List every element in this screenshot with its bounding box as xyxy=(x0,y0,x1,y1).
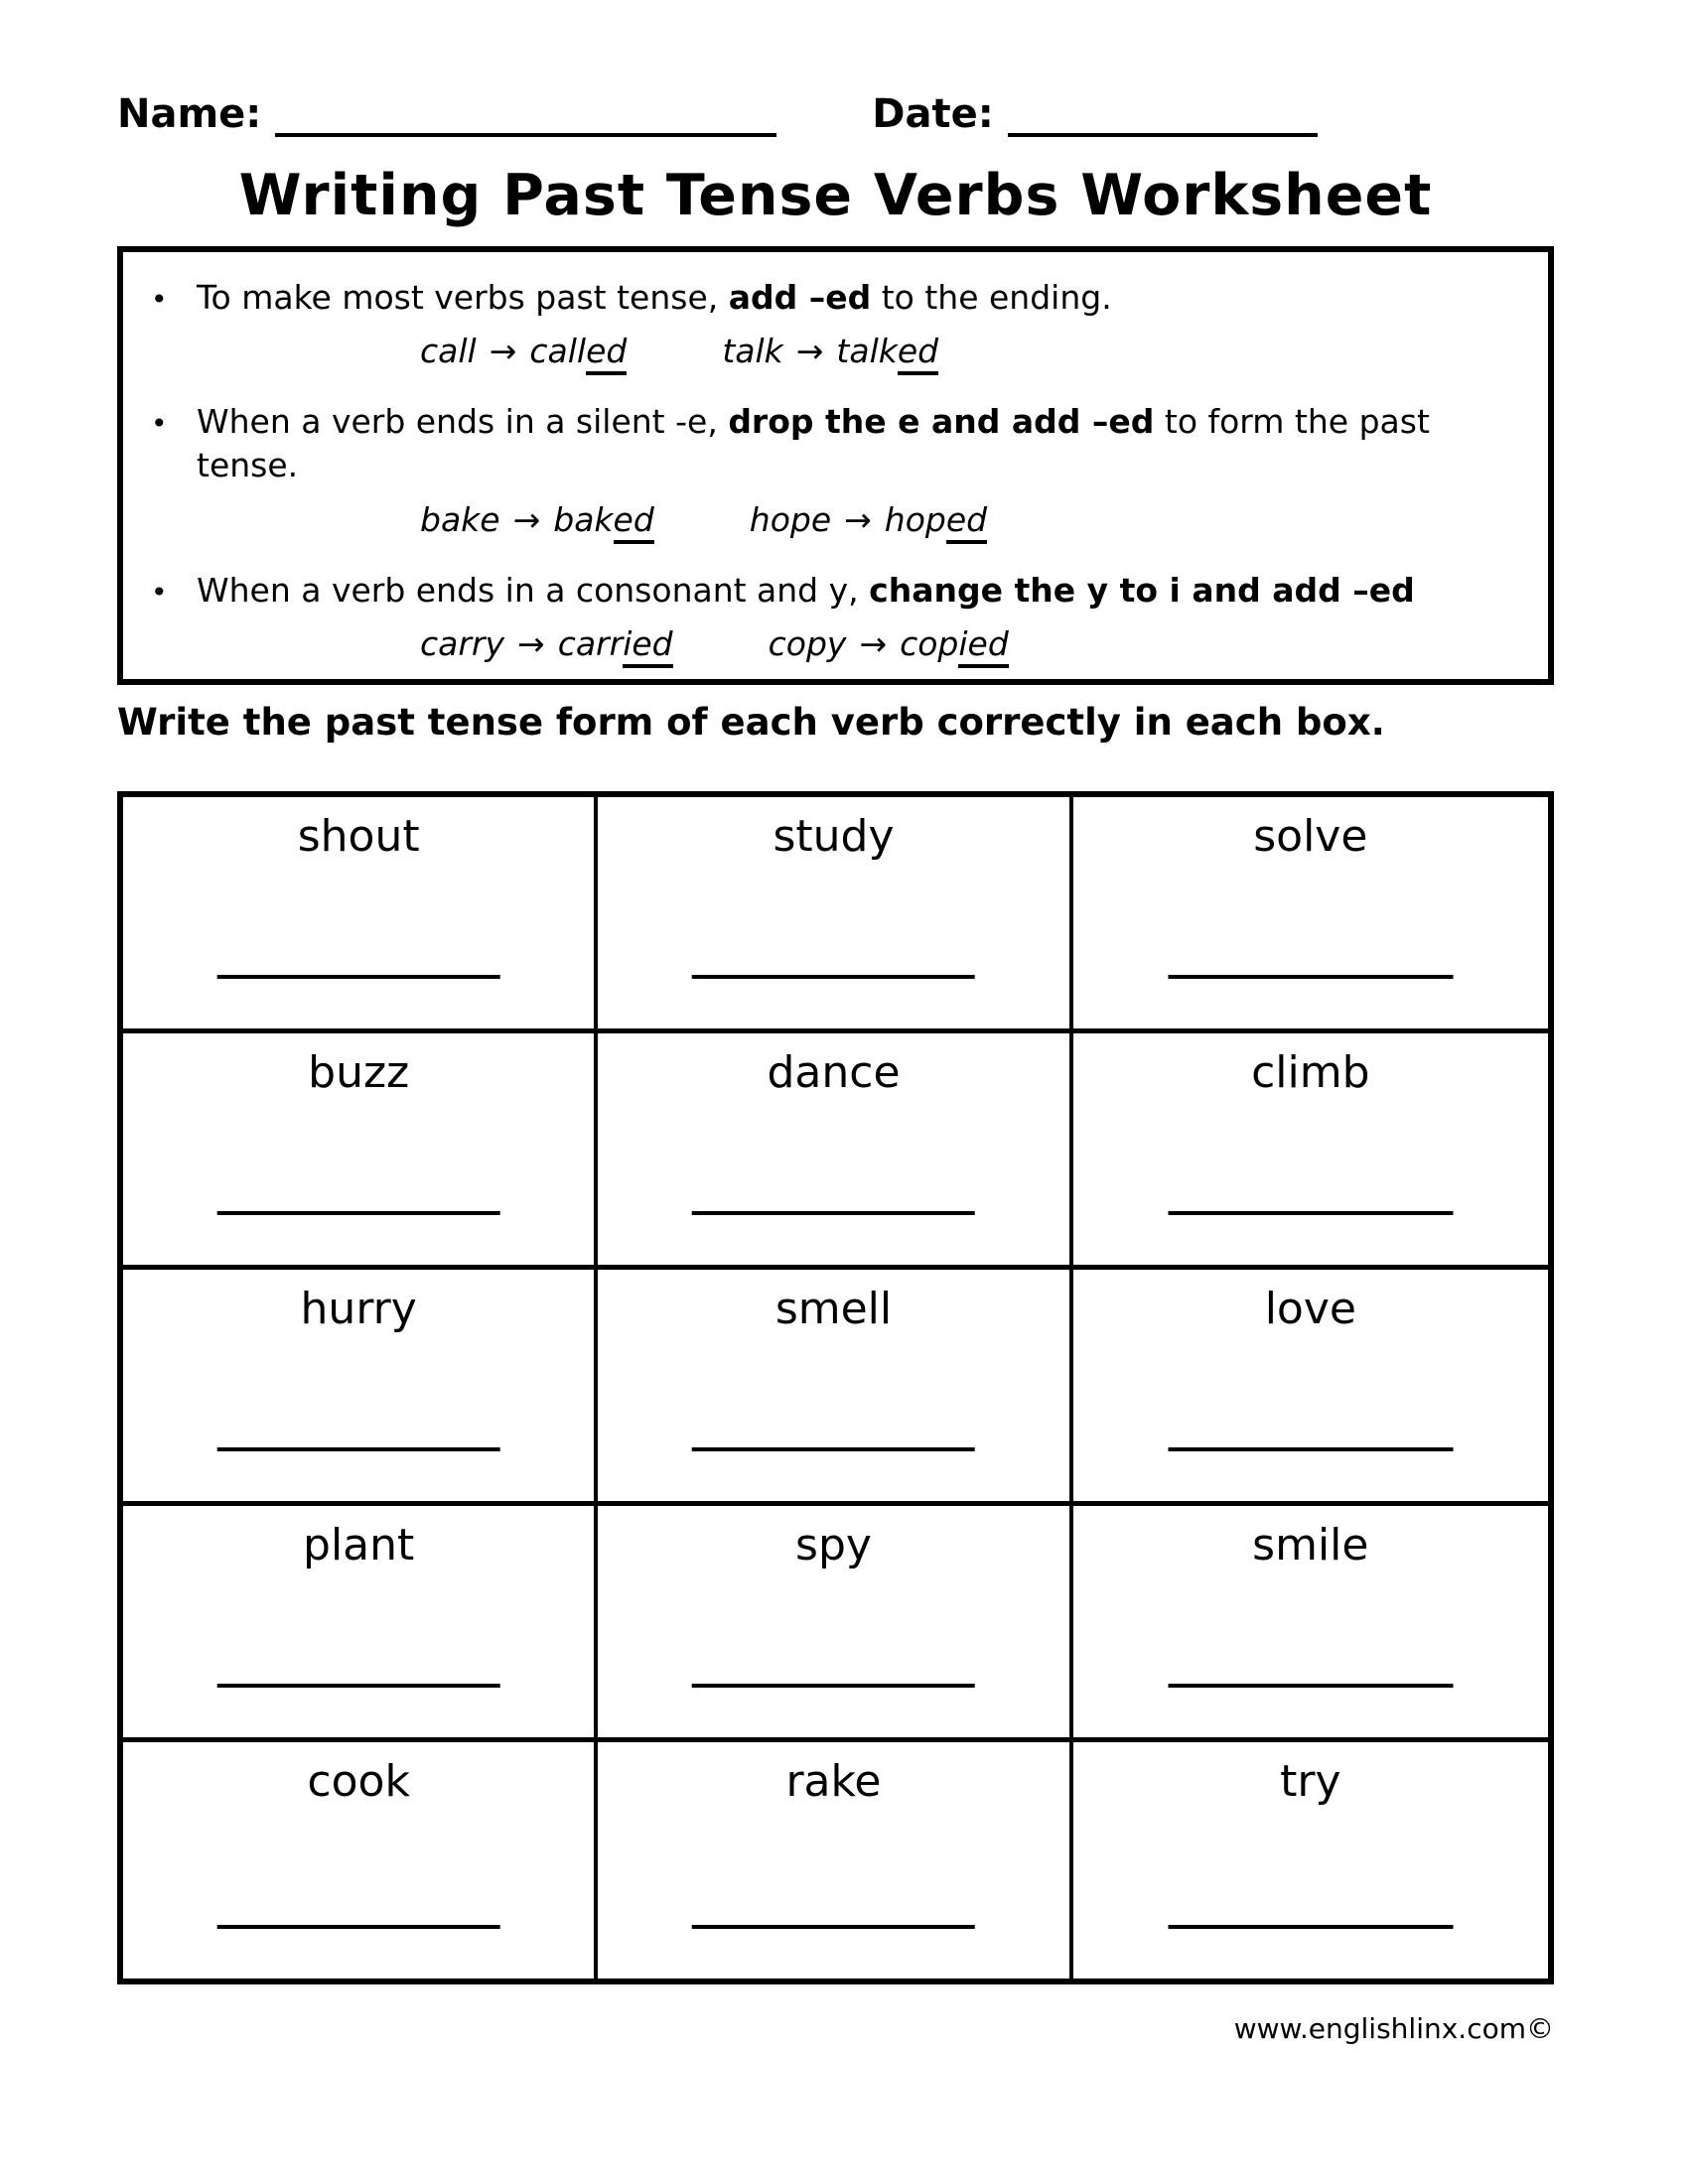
answer-line[interactable] xyxy=(1168,1447,1453,1451)
example-carry xyxy=(420,624,673,663)
verb-cell-smell xyxy=(598,1270,1072,1506)
rule-3-bold: change the y to i and add –ed xyxy=(869,570,1415,610)
verb-label: hurry xyxy=(300,1283,417,1334)
answer-line[interactable] xyxy=(1168,1211,1453,1215)
verb-label: love xyxy=(1264,1283,1356,1334)
example-copy xyxy=(769,624,1009,663)
rule-1-bold: add –ed xyxy=(728,278,872,317)
rule-text-3 xyxy=(197,569,1528,613)
verb-label: smile xyxy=(1252,1519,1369,1570)
rule-item-2 xyxy=(151,400,1528,558)
example-result-suffix: ed xyxy=(586,332,627,375)
verb-cell-climb xyxy=(1073,1033,1548,1270)
rule-2-after: to form the past tense. xyxy=(197,402,1430,485)
rule-text-2 xyxy=(197,400,1528,487)
verb-label: study xyxy=(773,810,895,862)
example-result-stem: bak xyxy=(553,499,614,539)
verb-label: try xyxy=(1280,1755,1341,1807)
example-result xyxy=(558,624,673,663)
verb-label: plant xyxy=(303,1519,415,1570)
verb-cell-shout xyxy=(123,797,598,1033)
arrow-icon: → xyxy=(859,623,888,663)
example-result xyxy=(885,500,987,539)
verb-cell-plant xyxy=(123,1506,598,1742)
rule-2-examples xyxy=(197,500,1528,539)
example-base: carry xyxy=(420,623,505,663)
verb-cell-hurry xyxy=(123,1270,598,1506)
date-label: Date: xyxy=(872,91,994,137)
rule-2-bold: drop the e and add –ed xyxy=(728,402,1155,442)
answer-line[interactable] xyxy=(217,975,500,979)
answer-line[interactable] xyxy=(692,975,975,979)
bullet-icon: • xyxy=(151,283,168,316)
example-result xyxy=(836,332,938,370)
verb-label: smell xyxy=(774,1283,893,1334)
rule-body-1 xyxy=(197,276,1528,390)
verb-cell-dance xyxy=(598,1033,1072,1270)
verb-label: buzz xyxy=(308,1046,410,1098)
example-result-suffix: ied xyxy=(623,624,672,668)
verb-label: climb xyxy=(1251,1046,1370,1098)
arrow-icon: → xyxy=(512,499,541,539)
rule-2-before: When a verb ends in a silent -e, xyxy=(197,402,729,442)
answer-line[interactable] xyxy=(692,1684,975,1688)
verb-cell-cook xyxy=(123,1742,598,1979)
example-talk xyxy=(722,332,938,370)
example-call xyxy=(420,332,627,370)
example-result-stem: call xyxy=(529,332,587,371)
example-hope xyxy=(750,500,987,539)
arrow-icon: → xyxy=(844,499,872,539)
arrow-icon: → xyxy=(489,332,517,371)
arrow-icon: → xyxy=(517,623,545,663)
verb-grid xyxy=(117,791,1554,1984)
example-result-suffix: ed xyxy=(946,500,987,544)
example-result-stem: hop xyxy=(884,499,946,539)
verb-label: shout xyxy=(297,810,420,862)
answer-line[interactable] xyxy=(217,1684,500,1688)
example-result-stem: cop xyxy=(900,623,959,663)
example-result xyxy=(900,624,1009,663)
verb-cell-love xyxy=(1073,1270,1548,1506)
verb-cell-try xyxy=(1073,1742,1548,1979)
rule-body-3 xyxy=(197,569,1528,667)
verb-cell-study xyxy=(598,797,1072,1033)
directions-text: Write the past tense form of each verb correctly in each box. xyxy=(117,700,1385,744)
rule-3-examples xyxy=(197,624,1528,663)
verb-label: rake xyxy=(785,1755,882,1807)
rule-body-2 xyxy=(197,400,1528,558)
rules-box xyxy=(117,246,1554,685)
rule-1-examples xyxy=(197,332,1528,370)
example-result-stem: talk xyxy=(836,332,898,371)
example-base: call xyxy=(420,332,477,371)
answer-line[interactable] xyxy=(1168,1684,1453,1688)
site-credit: www.englishlinx.com© xyxy=(1233,2011,1554,2045)
example-result-suffix: ied xyxy=(958,624,1008,668)
verb-label: spy xyxy=(795,1519,872,1570)
answer-line[interactable] xyxy=(217,1925,500,1929)
verb-cell-solve xyxy=(1073,797,1548,1033)
rule-text-1 xyxy=(197,276,1528,320)
example-result-stem: carr xyxy=(557,623,624,663)
answer-line[interactable] xyxy=(217,1211,500,1215)
bullet-icon: • xyxy=(151,575,168,609)
verb-label: dance xyxy=(767,1046,901,1098)
bullet-icon: • xyxy=(151,407,168,441)
date-input-line[interactable] xyxy=(1008,91,1318,137)
example-result xyxy=(529,332,627,370)
answer-line[interactable] xyxy=(1168,975,1453,979)
worksheet-content xyxy=(117,0,1554,2045)
verb-label: cook xyxy=(307,1755,410,1807)
rule-3-before: When a verb ends in a consonant and y, xyxy=(197,570,870,610)
answer-line[interactable] xyxy=(692,1211,975,1215)
rule-1-before: To make most verbs past tense, xyxy=(197,278,729,317)
example-result-suffix: ed xyxy=(614,500,654,544)
name-date-row xyxy=(117,85,1554,137)
example-base: talk xyxy=(722,332,783,371)
example-result-suffix: ed xyxy=(898,332,938,375)
rule-1-after: to the ending. xyxy=(871,278,1112,317)
arrow-icon: → xyxy=(795,332,824,371)
example-base: hope xyxy=(749,499,832,539)
answer-line[interactable] xyxy=(692,1925,975,1929)
answer-line[interactable] xyxy=(1168,1925,1453,1929)
example-result xyxy=(553,500,654,539)
verb-cell-smile xyxy=(1073,1506,1548,1742)
verb-label: solve xyxy=(1253,810,1368,862)
example-base: bake xyxy=(420,499,500,539)
answer-line[interactable] xyxy=(217,1447,500,1451)
rule-item-1 xyxy=(151,276,1528,390)
verb-cell-rake xyxy=(598,1742,1072,1979)
answer-line[interactable] xyxy=(692,1447,975,1451)
name-label: Name: xyxy=(117,91,262,137)
example-base: copy xyxy=(768,623,847,663)
rule-item-3 xyxy=(151,569,1528,667)
page-title: Writing Past Tense Verbs Worksheet xyxy=(238,163,1433,228)
name-input-line[interactable] xyxy=(275,91,776,137)
example-bake xyxy=(420,500,654,539)
verb-cell-spy xyxy=(598,1506,1072,1742)
verb-cell-buzz xyxy=(123,1033,598,1270)
